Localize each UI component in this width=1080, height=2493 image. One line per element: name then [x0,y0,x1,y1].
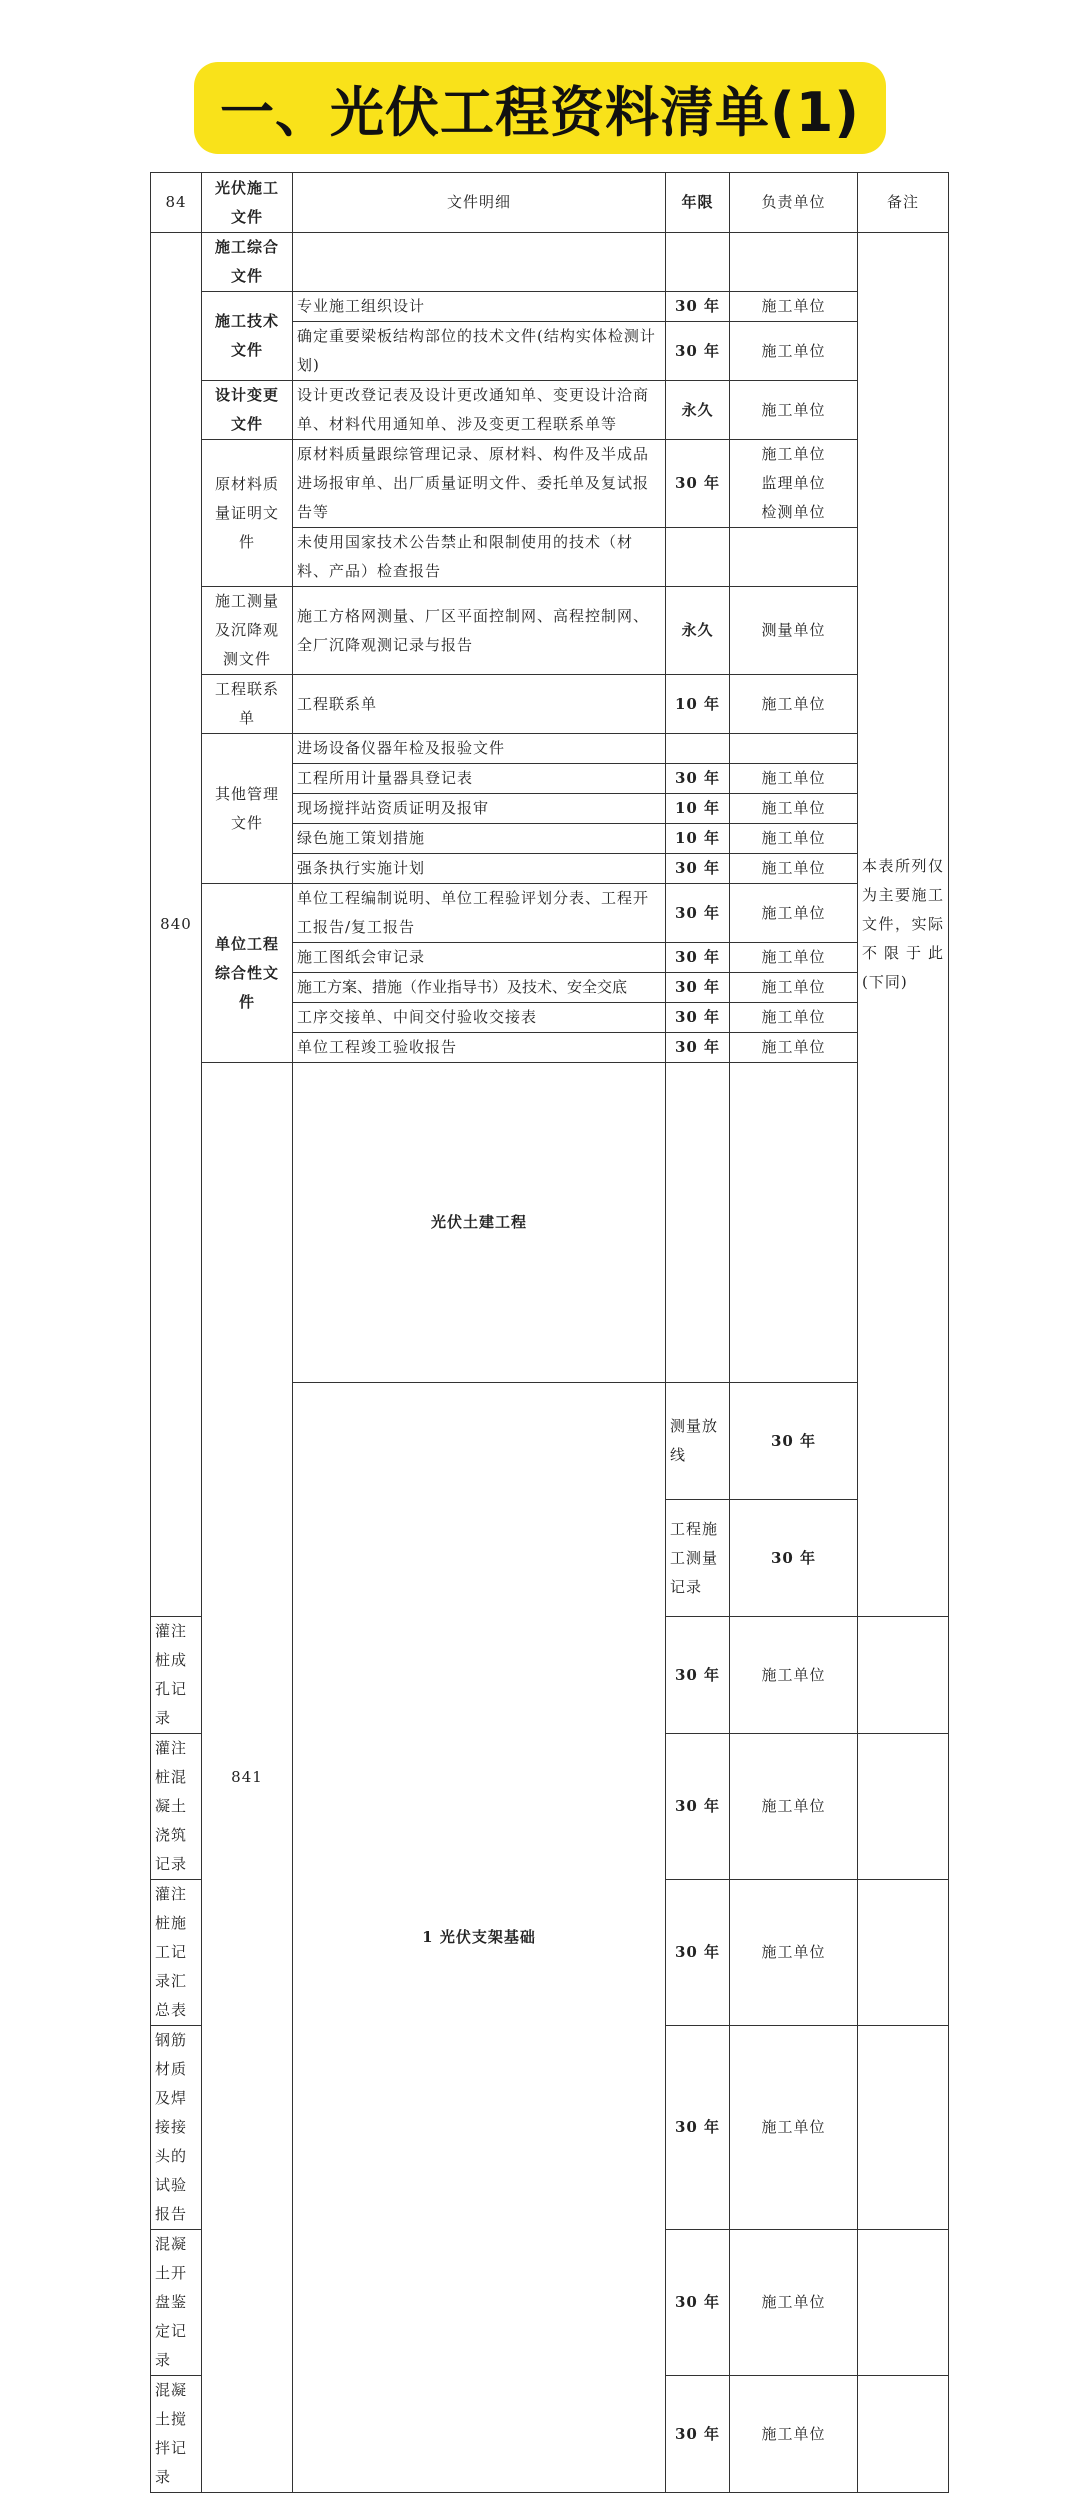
unit-cell [730,440,858,528]
years-cell: 30 年 [666,440,730,528]
detail-cell: 灌注桩混凝土浇筑记录 [151,1734,202,1880]
unit-cell: 施工单位 [730,794,858,824]
unit-cell: 施工单位 [730,943,858,973]
years-cell [730,1063,858,1383]
detail-cell: 单位工程竣工验收报告 [293,1033,666,1063]
years-cell: 30 年 [666,322,730,381]
section-code-840: 840 [151,233,202,1617]
unit-line: 施工单位 [761,445,826,463]
detail-cell: 工程联系单 [293,675,666,734]
header-detail: 文件明细 [293,173,666,233]
unit-cell [730,233,858,292]
detail-cell: 灌注桩成孔记录 [151,1617,202,1734]
unit-cell: 施工单位 [730,1734,858,1880]
unit-cell: 施工单位 [730,292,858,322]
note-cell [858,1734,949,1880]
category-cell: 施工综合文件 [202,233,293,292]
unit-cell: 施工单位 [730,381,858,440]
category-cell: 施工测量及沉降观测文件 [202,587,293,675]
years-cell: 30 年 [666,2026,730,2230]
category-cell: 设计变更文件 [202,381,293,440]
table-row [151,292,949,322]
note-cell [858,1617,949,1734]
detail-cell: 工程所用计量器具登记表 [293,764,666,794]
detail-cell: 工程施工测量记录 [666,1500,730,1617]
category-cell: 光伏土建工程 [293,1063,666,1383]
years-cell: 10 年 [666,675,730,734]
years-cell: 30 年 [666,764,730,794]
detail-cell: 现场搅拌站资质证明及报审 [293,794,666,824]
unit-cell: 施工单位 [730,1617,858,1734]
header-unit: 负责单位 [730,173,858,233]
category-cell: 原材料质量证明文件 [202,440,293,587]
unit-cell [730,734,858,764]
unit-cell: 施工单位 [730,973,858,1003]
page-title: 一、光伏工程资料清单(1) [220,80,860,144]
document-table [150,172,949,2493]
note-cell [858,1880,949,2026]
detail-cell: 钢筋材质及焊接接头的试验报告 [151,2026,202,2230]
years-cell: 30 年 [666,1617,730,1734]
table-header-row [151,173,949,233]
table-row [151,734,949,764]
detail-cell: 原材料质量跟综管理记录、原材料、构件及半成品进场报审单、出厂质量证明文件、委托单及复试报告等 [293,440,666,528]
title-banner [194,62,886,154]
unit-cell: 施工单位 [730,764,858,794]
detail-cell: 混凝土开盘鉴定记录 [151,2230,202,2376]
detail-cell: 绿色施工策划措施 [293,824,666,854]
years-cell: 30 年 [666,1003,730,1033]
years-cell [666,233,730,292]
detail-cell: 施工图纸会审记录 [293,943,666,973]
table-row [151,233,949,292]
detail-cell: 施工方案、措施（作业指导书）及技术、安全交底 [293,973,666,1003]
detail-cell: 施工方格网测量、厂区平面控制网、高程控制网、全厂沉降观测记录与报告 [293,587,666,675]
unit-line: 监理单位 [761,474,826,492]
note-cell-840: 本表所列仅为主要施工文件，实际不限于此(下同) [858,233,949,1617]
detail-cell [293,233,666,292]
table-row [151,587,949,675]
years-cell: 30 年 [666,884,730,943]
header-years: 年限 [666,173,730,233]
unit-cell: 施工单位 [730,2230,858,2376]
category-cell: 单位工程综合性文件 [202,884,293,1063]
note-cell [858,2230,949,2376]
years-cell: 30 年 [666,2376,730,2493]
detail-cell: 未使用国家技术公告禁止和限制使用的技术（材料、产品）检查报告 [293,528,666,587]
detail-cell: 灌注桩施工记录汇总表 [151,1880,202,2026]
years-cell: 30 年 [666,943,730,973]
years-cell: 30 年 [666,2230,730,2376]
category-cell: 工程联系单 [202,675,293,734]
detail-cell: 进场设备仪器年检及报验文件 [293,734,666,764]
table-row [151,675,949,734]
detail-cell [666,1063,730,1383]
years-cell: 永久 [666,381,730,440]
years-cell: 30 年 [666,973,730,1003]
unit-cell: 测量单位 [730,587,858,675]
years-cell: 30 年 [666,854,730,884]
detail-cell: 专业施工组织设计 [293,292,666,322]
table-row [151,1063,949,1383]
years-cell: 30 年 [666,1033,730,1063]
detail-cell: 单位工程编制说明、单位工程验评划分表、工程开工报告/复工报告 [293,884,666,943]
unit-cell: 施工单位 [730,1003,858,1033]
unit-cell: 施工单位 [730,675,858,734]
category-cell: 施工技术文件 [202,292,293,381]
unit-cell: 施工单位 [730,322,858,381]
years-cell: 30 年 [730,1500,858,1617]
unit-cell: 施工单位 [730,1033,858,1063]
detail-cell: 混凝土搅拌记录 [151,2376,202,2493]
detail-cell: 确定重要梁板结构部位的技术文件(结构实体检测计划) [293,322,666,381]
unit-cell: 施工单位 [730,2026,858,2230]
category-cell: 1 光伏支架基础 [293,1383,666,2493]
years-cell: 永久 [666,587,730,675]
table-row [151,884,949,943]
category-cell: 其他管理文件 [202,734,293,884]
header-note: 备注 [858,173,949,233]
unit-cell: 施工单位 [730,884,858,943]
note-cell [858,2376,949,2493]
detail-cell: 测量放线 [666,1383,730,1500]
years-cell: 10 年 [666,794,730,824]
unit-cell: 施工单位 [730,824,858,854]
unit-cell: 施工单位 [730,854,858,884]
detail-cell: 设计更改登记表及设计更改通知单、变更设计洽商单、材料代用通知单、涉及变更工程联系单等 [293,381,666,440]
years-cell [666,734,730,764]
years-cell: 30 年 [666,1734,730,1880]
detail-cell: 工序交接单、中间交付验收交接表 [293,1003,666,1033]
header-code: 84 [151,173,202,233]
years-cell: 30 年 [666,1880,730,2026]
section-code-841: 841 [202,1063,293,2493]
unit-cell [730,528,858,587]
years-cell [666,528,730,587]
table-row [151,440,949,528]
years-cell: 30 年 [666,292,730,322]
note-cell [858,2026,949,2230]
unit-cell: 施工单位 [730,1880,858,2026]
years-cell: 10 年 [666,824,730,854]
unit-line: 检测单位 [761,503,826,521]
unit-cell: 施工单位 [730,2376,858,2493]
header-category: 光伏施工文件 [202,173,293,233]
detail-cell: 强条执行实施计划 [293,854,666,884]
years-cell: 30 年 [730,1383,858,1500]
table-row [151,381,949,440]
